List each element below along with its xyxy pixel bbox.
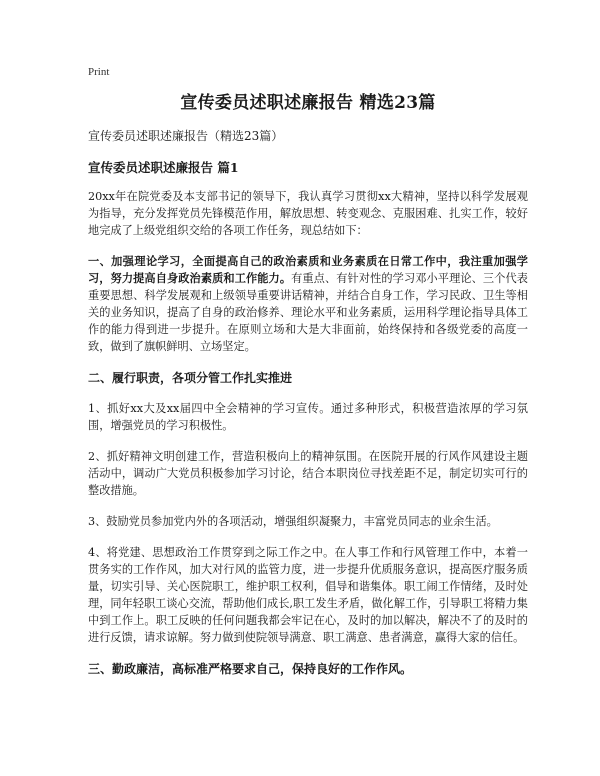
item-four: 4、将党建、思想政治工作贯穿到之际工作之中。在人事工作和行风管理工作中，本着一贯务实的工作作风，加大对行风的监管力度，进一步提升优质服务意识，提高医疗服务质量，切实引导、关心医院职工，维护职工权利，倡导和谐集体。职工闹工作情绪，及时处理，同年轻职工谈心交流，帮助他们成长,职工发生矛盾，做化解工作，引导职工将精力集中到工作上。职工反映的任何问题我都会牢记在心，及时的加以解决，解决不了的及时的进行反馈，请求谅解。努力做到使院领导满意、职工满意、患者满意，赢得大家的信任。 [88,546,528,644]
point1-body-text: 有重点、有针对性的学习邓小平理论、三个代表重要思想、科学发展观和上级领导重要讲话精神，并结合自身工作，学习民政、卫生等相关的业务知识，提高了自身的政治修养、理论水平和业务素质，运用科学理论指导具体工作的能力得到进一步提升。在原则立场和大是大非面前，始终保持和各级党委的高度一致，做到了旗帜鲜明、立场坚定。 [88,272,528,353]
heading-three: 三、勤政廉洁，高标准严格要求自己，保持良好的工作作风。 [88,662,413,676]
point1-paragraph [88,253,528,355]
item-two: 2、抓好精神文明创建工作，营造积极向上的精神氛围。在医院开展的行风作风建设主题活动中，调动广大党员积极参加学习讨论，结合本职岗位寻找差距不足，制定切实可行的整改措施。 [88,450,528,497]
heading-two: 二、履行职责，各项分管工作扎实推进 [88,371,293,385]
item-three: 3、鼓励党员参加党内外的各项活动，增强组织凝聚力，丰富党员同志的业余生活。 [88,515,498,528]
document-title: 宣传委员述职述廉报告 精选23篇 [180,93,436,113]
print-label[interactable]: Print [88,66,110,78]
document-page [88,66,528,691]
intro-paragraph: 20xx年在院党委及本支部书记的领导下，我认真学习贯彻xx大精神，坚持以科学发展观为指导，充分发挥党员先锋模范作用，解放思想、转变观念、克服困难、扎实工作，较好地完成了上级党组织交给的各项工作任务，现总结如下： [88,190,528,237]
document-subtitle: 宣传委员述职述廉报告（精选23篇） [88,129,284,143]
point1-bold-text: 一、加强理论学习，全面提高自己的政治素质和业务素质在日常工作中，我注重加强学习，努力提高自身政治素质和工作能力。 [88,254,528,285]
item-one: 1、抓好xx大及xx届四中全会精神的学习宣传。通过多种形式，积极营造浓厚的学习氛围，增强党员的学习积极性。 [88,402,528,432]
section-heading: 宣传委员述职述廉报告 篇1 [88,160,239,175]
